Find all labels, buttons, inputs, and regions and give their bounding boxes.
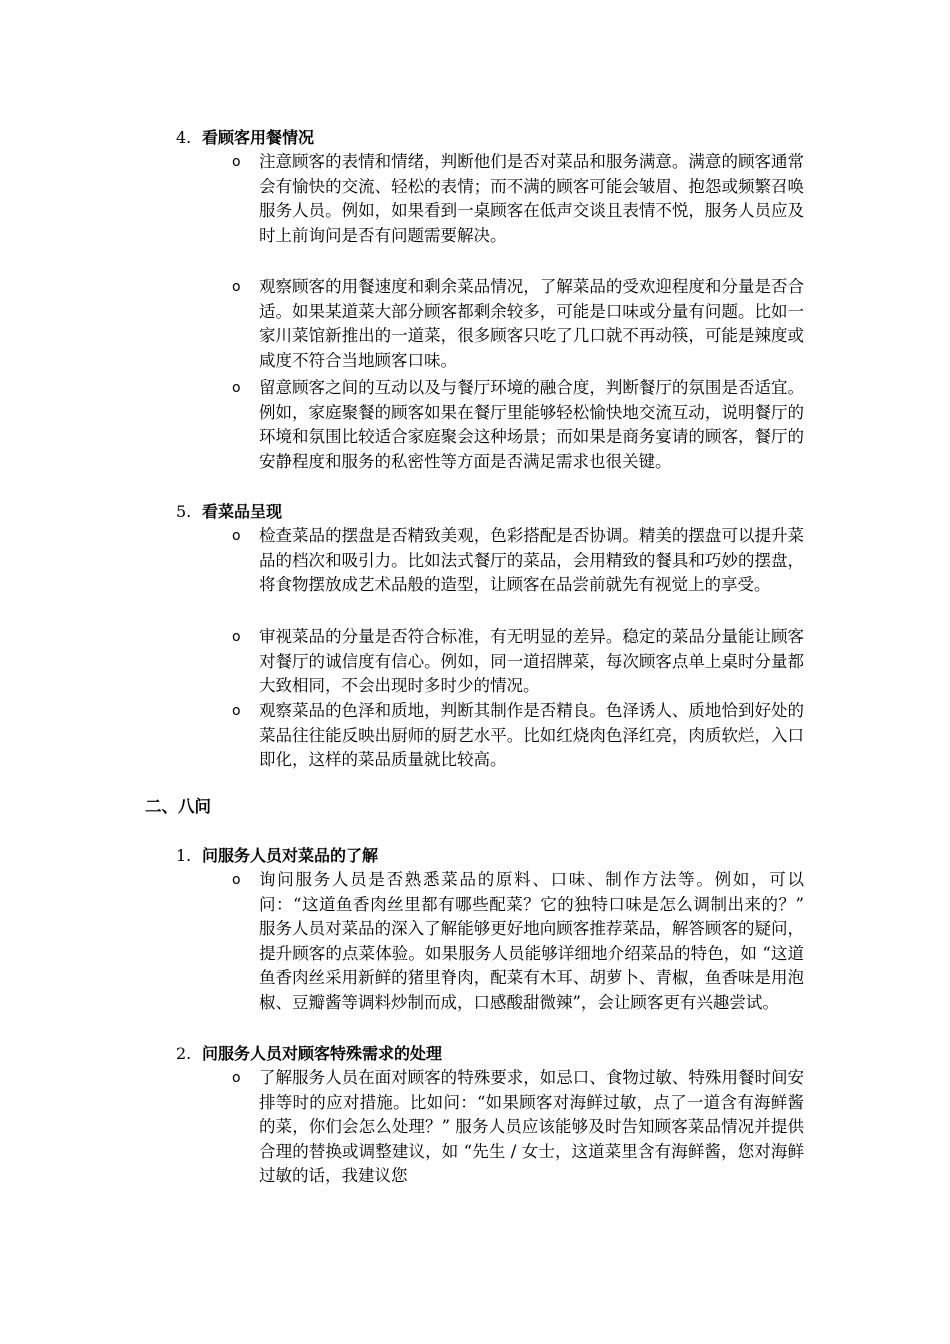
bullet-text: 注意顾客的表情和情绪，判断他们是否对菜品和服务满意。满意的顾客通常会有愉快的交流、轻松的表情；而不满的顾客可能会皱眉、抱怨或频繁召唤服务人员。例如，如果看到一桌顾客在低声交谈且表情不悦，服务人员应及时上前询问是否有问题需要解决。 — [259, 152, 804, 245]
list-number: 4. — [176, 128, 192, 147]
bullet-item — [232, 524, 804, 598]
bullet-item — [232, 625, 804, 699]
list-item-heading — [176, 845, 378, 867]
list-number: 5. — [176, 502, 192, 521]
section-title: 二、八问 — [145, 797, 211, 816]
heading-text: 看菜品呈现 — [202, 502, 283, 521]
bullet-item — [232, 150, 804, 248]
heading-text: 看顾客用餐情况 — [202, 128, 315, 147]
bullet-mark: o — [232, 380, 241, 396]
bullet-mark: o — [232, 528, 241, 544]
list-item-heading — [176, 127, 314, 149]
heading-text: 问服务人员对顾客特殊需求的处理 — [202, 1044, 443, 1063]
bullet-mark: o — [232, 154, 241, 170]
list-item-heading — [176, 501, 282, 523]
bullet-item — [232, 699, 804, 773]
bullet-item — [232, 868, 804, 1015]
bullet-mark: o — [232, 1070, 241, 1086]
bullet-text: 了解服务人员在面对顾客的特殊要求，如忌口、食物过敏、特殊用餐时间安排等时的应对措施。比如问：“如果顾客对海鲜过敏，点了一道含有海鲜酱的菜，你们会怎么处理？” 服务人员应该能够及时告知顾客菜品情况并提供合理的替换或调整建议，如 “先生 / 女士，这道菜里含有海鲜酱，您对海鲜过敏的话，我建议您 — [259, 1068, 804, 1185]
bullet-item — [232, 275, 804, 373]
list-number: 1. — [176, 846, 192, 865]
bullet-text: 观察顾客的用餐速度和剩余菜品情况，了解菜品的受欢迎程度和分量是否合适。如果某道菜大部分顾客都剩余较多，可能是口味或分量有问题。比如一家川菜馆新推出的一道菜，很多顾客只吃了几口就不再动筷，可能是辣度或咸度不符合当地顾客口味。 — [259, 277, 804, 370]
list-number: 2. — [176, 1044, 192, 1063]
bullet-text: 检查菜品的摆盘是否精致美观，色彩搭配是否协调。精美的摆盘可以提升菜品的档次和吸引力。比如法式餐厅的菜品，会用精致的餐具和巧妙的摆盘，将食物摆放成艺术品般的造型，让顾客在品尝前就先有视觉上的享受。 — [259, 526, 804, 594]
bullet-item — [232, 1066, 804, 1189]
bullet-text: 观察菜品的色泽和质地，判断其制作是否精良。色泽诱人、质地恰到好处的菜品往往能反映出厨师的厨艺水平。比如红烧肉色泽红亮，肉质软烂，入口即化，这样的菜品质量就比较高。 — [259, 701, 804, 769]
bullet-text: 询问服务人员是否熟悉菜品的原料、口味、制作方法等。例如，可以问：“这道鱼香肉丝里都有哪些配菜？它的独特口味是怎么调制出来的？” 服务人员对菜品的深入了解能够更好地向顾客推荐菜品，解答顾客的疑问，提升顾客的点菜体验。如果服务人员能够详细地介绍菜品的特色，如 “这道鱼香肉丝采用新鲜的猪里脊肉，配菜有木耳、胡萝卜、青椒，鱼香味是用泡椒、豆瓣酱等调料炒制而成，口感酸甜微辣”，会让顾客更有兴趣尝试。 — [259, 870, 804, 1012]
bullet-text: 审视菜品的分量是否符合标准，有无明显的差异。稳定的菜品分量能让顾客对餐厅的诚信度有信心。例如，同一道招牌菜，每次顾客点单上桌时分量都大致相同，不会出现时多时少的情况。 — [259, 627, 804, 695]
bullet-item — [232, 376, 804, 474]
bullet-mark: o — [232, 703, 241, 719]
list-item-heading — [176, 1043, 442, 1065]
heading-text: 问服务人员对菜品的了解 — [202, 846, 379, 865]
bullet-mark: o — [232, 279, 241, 295]
bullet-text: 留意顾客之间的互动以及与餐厅环境的融合度，判断餐厅的氛围是否适宜。例如，家庭聚餐的顾客如果在餐厅里能够轻松愉快地交流互动，说明餐厅的环境和氛围比较适合家庭聚会这种场景；而如果是商务宴请的顾客，餐厅的安静程度和服务的私密性等方面是否满足需求也很关键。 — [259, 378, 804, 471]
bullet-mark: o — [232, 629, 241, 645]
bullet-mark: o — [232, 872, 241, 888]
